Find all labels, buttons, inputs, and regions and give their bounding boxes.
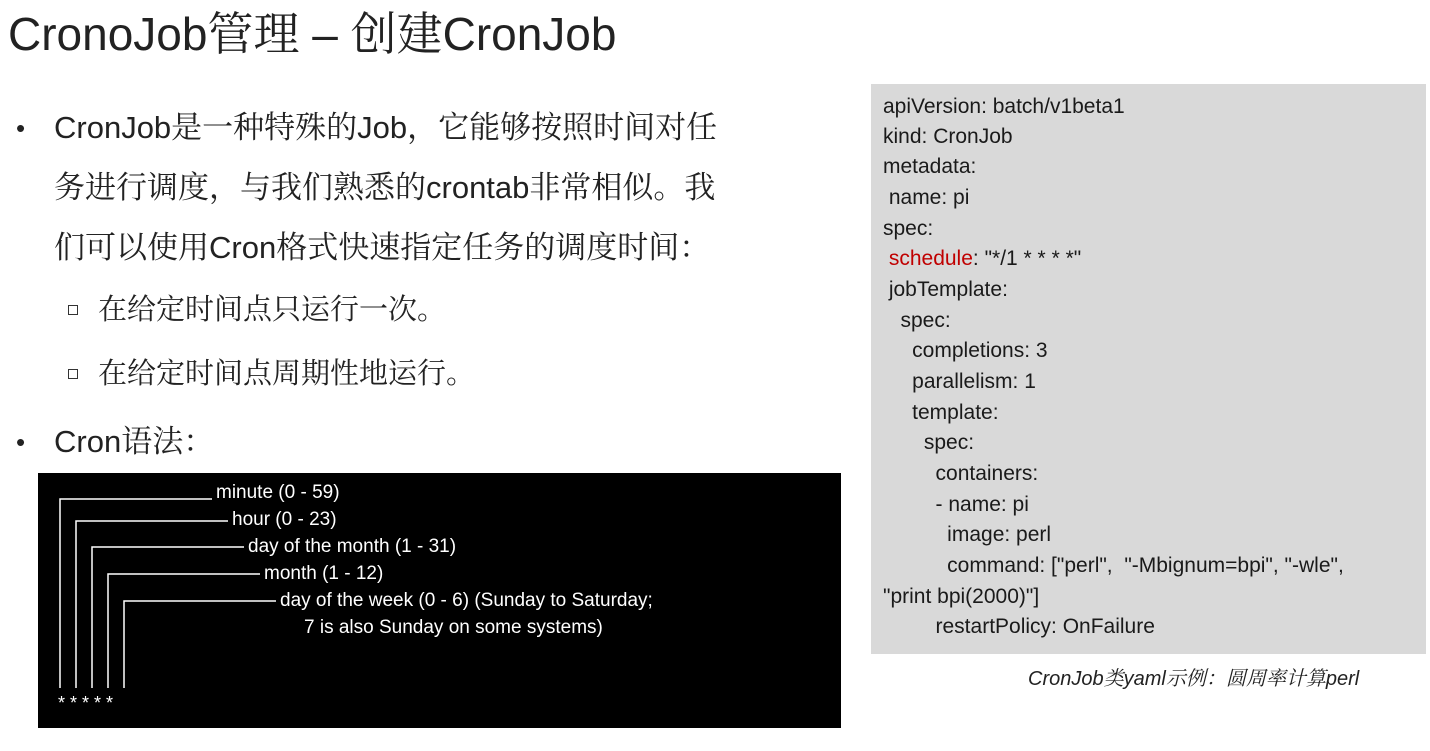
cron-syntax-label: Cron语法： xyxy=(54,424,215,459)
square-bullet-icon xyxy=(68,305,78,315)
cron-syntax-diagram xyxy=(38,473,841,728)
yaml-line: kind: CronJob xyxy=(883,125,1013,148)
yaml-line: "print bpi(2000)"] xyxy=(883,585,1040,608)
cron-month-label: month (1 - 12) xyxy=(264,563,384,584)
sub-bullet-periodic-text: 在给定时间点周期性地运行。 xyxy=(98,358,476,390)
sub-bullet-once xyxy=(16,278,836,342)
yaml-line: - name: pi xyxy=(883,493,1029,516)
yaml-line: metadata: xyxy=(883,155,977,178)
yaml-line: template: xyxy=(883,401,999,424)
sub-bullet-periodic xyxy=(16,342,836,406)
yaml-example-box xyxy=(871,84,1426,654)
yaml-line: spec: xyxy=(883,217,934,240)
cron-day-of-week-label: day of the week (0 - 6) (Sunday to Saturday; xyxy=(280,590,653,611)
yaml-line: name: pi xyxy=(883,186,970,209)
sub-bullet-once-text: 在给定时间点只运行一次。 xyxy=(98,294,447,326)
bullet-dot-icon: • xyxy=(16,427,26,457)
yaml-line: spec: xyxy=(883,309,951,332)
intro-line-1: CronJob是一种特殊的Job，它能够按照时间对任 xyxy=(54,110,718,145)
cron-hour-label: hour (0 - 23) xyxy=(232,509,337,530)
yaml-line: parallelism: 1 xyxy=(883,370,1036,393)
cron-stars: * * * * * xyxy=(58,693,114,713)
yaml-caption: CronJob类yaml示例：圆周率计算perl xyxy=(1028,668,1360,690)
yaml-line: containers: xyxy=(883,462,1039,485)
bullet-dot-icon: • xyxy=(16,113,26,143)
bullet-intro xyxy=(16,98,836,278)
cron-day-of-week-note: 7 is also Sunday on some systems) xyxy=(304,617,603,638)
yaml-line: jobTemplate: xyxy=(883,278,1008,301)
square-bullet-icon xyxy=(68,369,78,379)
yaml-schedule-line xyxy=(883,244,1081,274)
cron-day-of-month-label: day of the month (1 - 31) xyxy=(248,536,457,557)
yaml-line: restartPolicy: OnFailure xyxy=(883,615,1155,638)
yaml-line: image: perl xyxy=(883,523,1052,546)
intro-line-2: 务进行调度，与我们熟悉的crontab非常相似。我 xyxy=(54,170,716,205)
yaml-line: completions: 3 xyxy=(883,339,1048,362)
intro-line-3: 们可以使用Cron格式快速指定任务的调度时间： xyxy=(54,230,711,265)
yaml-line: apiVersion: batch/v1beta1 xyxy=(883,95,1125,118)
yaml-line: command: ["perl", "-Mbignum=bpi", "-wle", xyxy=(883,554,1344,577)
yaml-schedule-value: : "*/1 * * * *" xyxy=(972,247,1082,270)
slide-title: CronoJob管理 – 创建CronJob xyxy=(8,8,617,60)
yaml-schedule-key: schedule xyxy=(883,247,973,270)
yaml-line: spec: xyxy=(883,431,975,454)
bullet-cron-syntax xyxy=(16,412,836,472)
bullet-list xyxy=(16,98,836,472)
cron-minute-label: minute (0 - 59) xyxy=(216,482,340,503)
